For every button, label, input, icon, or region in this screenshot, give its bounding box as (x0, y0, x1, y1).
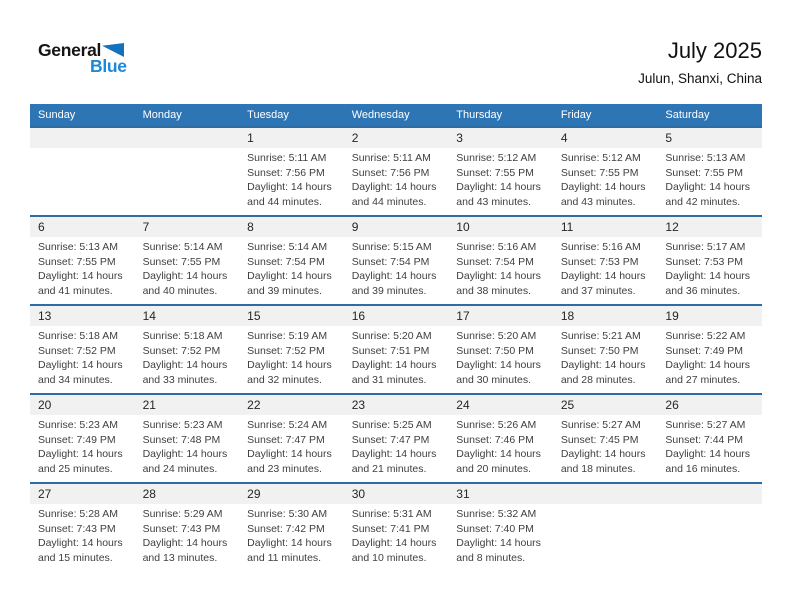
sunrise-text: Sunrise: 5:23 AM (142, 419, 223, 431)
sunset-text: Sunset: 7:47 PM (247, 433, 325, 446)
daylight-text-1: Daylight: 14 hours (351, 537, 437, 550)
sunrise-text: Sunrise: 5:12 AM (456, 152, 537, 164)
weekday-header-cell: Saturday (665, 109, 710, 121)
daylight-text-1: Daylight: 14 hours (456, 537, 541, 550)
day-cell (657, 395, 762, 482)
day-details (448, 326, 553, 387)
daylight-text-2: and 34 minutes. (38, 373, 113, 386)
sunset-text: Sunset: 7:54 PM (351, 255, 430, 268)
day-number: 31 (448, 484, 553, 504)
calendar-weeks (30, 126, 762, 571)
day-details (30, 237, 135, 298)
day-number: 19 (657, 306, 762, 326)
day-details (239, 504, 344, 565)
day-cell (448, 217, 553, 304)
sunrise-text: Sunrise: 5:32 AM (456, 508, 537, 520)
day-number: 30 (344, 484, 449, 504)
daylight-text-2: and 40 minutes. (142, 284, 218, 297)
day-cell (135, 217, 240, 304)
day-details (344, 415, 449, 476)
day-details (135, 237, 240, 298)
day-number: 14 (135, 306, 240, 326)
sunset-text: Sunset: 7:49 PM (38, 433, 116, 446)
day-number: 16 (344, 306, 449, 326)
day-details (30, 504, 135, 565)
day-number: 26 (657, 395, 762, 415)
day-number: 25 (553, 395, 658, 415)
daylight-text-1: Daylight: 14 hours (560, 448, 646, 461)
day-cell (30, 306, 135, 393)
sunset-text: Sunset: 7:47 PM (351, 433, 430, 446)
day-number: 23 (344, 395, 449, 415)
daylight-text-2: and 33 minutes. (142, 373, 218, 386)
day-number: 13 (30, 306, 135, 326)
daylight-text-2: and 18 minutes. (560, 462, 636, 475)
sunset-text: Sunset: 7:43 PM (142, 522, 221, 535)
day-cell (448, 306, 553, 393)
daylight-text-1: Daylight: 14 hours (456, 270, 541, 283)
daylight-text-1: Daylight: 14 hours (665, 181, 751, 194)
day-cell (344, 395, 449, 482)
day-cell (135, 395, 240, 482)
day-number: 17 (448, 306, 553, 326)
day-details (239, 237, 344, 298)
day-details (553, 148, 658, 209)
day-details (553, 326, 658, 387)
daylight-text-1: Daylight: 14 hours (142, 359, 228, 372)
daylight-text-1: Daylight: 14 hours (665, 359, 751, 372)
logo-text-general: General (38, 40, 102, 60)
day-number: 1 (239, 128, 344, 148)
daylight-text-2: and 10 minutes. (351, 551, 427, 564)
daylight-text-1: Daylight: 14 hours (456, 359, 541, 372)
sunrise-text: Sunrise: 5:13 AM (38, 241, 118, 253)
sunset-text: Sunset: 7:40 PM (456, 522, 534, 535)
sunset-text: Sunset: 7:56 PM (247, 166, 325, 179)
day-cell (448, 128, 553, 215)
sunset-text: Sunset: 7:55 PM (456, 166, 534, 179)
daylight-text-1: Daylight: 14 hours (560, 359, 646, 372)
day-details (239, 326, 344, 387)
week-row (30, 215, 762, 304)
weekday-header-cell: Friday (560, 109, 592, 121)
sunrise-text: Sunrise: 5:14 AM (247, 241, 328, 253)
daylight-text-2: and 21 minutes. (351, 462, 427, 475)
daylight-text-2: and 38 minutes. (456, 284, 531, 297)
day-cell (135, 306, 240, 393)
week-row (30, 482, 762, 571)
daylight-text-2: and 37 minutes. (560, 284, 636, 297)
daylight-text-2: and 11 minutes. (247, 551, 322, 564)
day-cell (553, 395, 658, 482)
day-number: 10 (448, 217, 553, 237)
daylight-text-2: and 27 minutes. (665, 373, 741, 386)
month-title: July 2025 (667, 38, 762, 63)
weekday-header-row (30, 104, 762, 126)
day-cell (657, 128, 762, 215)
day-number: 15 (239, 306, 344, 326)
day-details (553, 237, 658, 298)
daylight-text-2: and 20 minutes. (456, 462, 531, 475)
daylight-text-2: and 36 minutes. (665, 284, 741, 297)
day-number: 11 (553, 217, 658, 237)
calendar-grid (30, 104, 762, 571)
day-cell (344, 217, 449, 304)
day-number: 2 (344, 128, 449, 148)
daylight-text-2: and 39 minutes. (351, 284, 427, 297)
sunset-text: Sunset: 7:53 PM (665, 255, 744, 268)
sunset-text: Sunset: 7:52 PM (247, 344, 325, 357)
sunrise-text: Sunrise: 5:17 AM (665, 241, 746, 253)
daylight-text-2: and 15 minutes. (38, 551, 113, 564)
day-details (135, 415, 240, 476)
sunrise-text: Sunrise: 5:16 AM (560, 241, 641, 253)
day-details (344, 504, 449, 565)
sunset-text: Sunset: 7:55 PM (665, 166, 744, 179)
day-number: 24 (448, 395, 553, 415)
daylight-text-2: and 28 minutes. (560, 373, 636, 386)
sunrise-text: Sunrise: 5:22 AM (665, 330, 746, 342)
daylight-text-1: Daylight: 14 hours (247, 270, 332, 283)
logo-text-blue: Blue (90, 55, 127, 76)
sunrise-text: Sunrise: 5:18 AM (142, 330, 223, 342)
weekday-header-cell: Monday (142, 109, 182, 121)
day-cell-empty (30, 128, 135, 215)
sunrise-text: Sunrise: 5:21 AM (560, 330, 641, 342)
daylight-text-1: Daylight: 14 hours (247, 181, 332, 194)
day-number: 21 (135, 395, 240, 415)
day-number: 12 (657, 217, 762, 237)
daylight-text-2: and 32 minutes. (247, 373, 322, 386)
day-cell (657, 217, 762, 304)
weekday-header-cell: Sunday (38, 109, 76, 121)
day-cell-empty (553, 484, 658, 571)
day-cell (135, 484, 240, 571)
sunrise-text: Sunrise: 5:24 AM (247, 419, 328, 431)
daylight-text-1: Daylight: 14 hours (560, 181, 646, 194)
day-number: 4 (553, 128, 658, 148)
day-details (448, 237, 553, 298)
sunrise-text: Sunrise: 5:20 AM (351, 330, 432, 342)
day-details (657, 148, 762, 209)
daylight-text-2: and 30 minutes. (456, 373, 531, 386)
day-cell-empty (657, 484, 762, 571)
sunrise-text: Sunrise: 5:11 AM (247, 152, 327, 164)
week-row (30, 126, 762, 215)
sunrise-text: Sunrise: 5:25 AM (351, 419, 432, 431)
sunset-text: Sunset: 7:56 PM (351, 166, 430, 179)
daylight-text-2: and 25 minutes. (38, 462, 113, 475)
day-details (657, 415, 762, 476)
sunrise-text: Sunrise: 5:30 AM (247, 508, 328, 520)
header-titles (638, 38, 762, 86)
day-cell (553, 217, 658, 304)
day-cell (239, 395, 344, 482)
day-cell (239, 217, 344, 304)
day-cell (239, 306, 344, 393)
day-number (553, 484, 658, 504)
day-details (239, 148, 344, 209)
day-cell (344, 484, 449, 571)
daylight-text-2: and 8 minutes. (456, 551, 526, 564)
day-details (239, 415, 344, 476)
day-cell (30, 395, 135, 482)
daylight-text-1: Daylight: 14 hours (351, 359, 437, 372)
daylight-text-1: Daylight: 14 hours (38, 537, 123, 550)
daylight-text-1: Daylight: 14 hours (247, 448, 332, 461)
daylight-text-2: and 41 minutes. (38, 284, 113, 297)
sunrise-text: Sunrise: 5:16 AM (456, 241, 537, 253)
day-number: 8 (239, 217, 344, 237)
daylight-text-2: and 43 minutes. (560, 195, 636, 208)
weekday-header-cell: Wednesday (351, 109, 410, 121)
day-cell (239, 484, 344, 571)
day-cell (344, 306, 449, 393)
day-details (30, 415, 135, 476)
day-cell (553, 306, 658, 393)
sunset-text: Sunset: 7:41 PM (351, 522, 430, 535)
daylight-text-1: Daylight: 14 hours (351, 270, 437, 283)
sunset-text: Sunset: 7:53 PM (560, 255, 639, 268)
day-details (553, 415, 658, 476)
daylight-text-1: Daylight: 14 hours (247, 537, 332, 550)
daylight-text-2: and 24 minutes. (142, 462, 218, 475)
day-cell (30, 484, 135, 571)
day-number (30, 128, 135, 148)
sunset-text: Sunset: 7:54 PM (247, 255, 325, 268)
daylight-text-1: Daylight: 14 hours (456, 448, 541, 461)
day-details (448, 415, 553, 476)
day-number (135, 128, 240, 148)
day-cell (448, 395, 553, 482)
day-cell (30, 217, 135, 304)
day-number: 27 (30, 484, 135, 504)
sunrise-text: Sunrise: 5:15 AM (351, 241, 432, 253)
daylight-text-2: and 31 minutes. (351, 373, 427, 386)
day-number: 7 (135, 217, 240, 237)
sunset-text: Sunset: 7:51 PM (351, 344, 430, 357)
sunset-text: Sunset: 7:48 PM (142, 433, 221, 446)
day-cell (239, 128, 344, 215)
sunrise-text: Sunrise: 5:28 AM (38, 508, 118, 520)
sunrise-text: Sunrise: 5:12 AM (560, 152, 641, 164)
sunrise-text: Sunrise: 5:29 AM (142, 508, 223, 520)
general-blue-logo (38, 42, 127, 75)
sunset-text: Sunset: 7:52 PM (142, 344, 221, 357)
sunrise-text: Sunrise: 5:14 AM (142, 241, 223, 253)
sunset-text: Sunset: 7:52 PM (38, 344, 116, 357)
daylight-text-1: Daylight: 14 hours (38, 359, 123, 372)
daylight-text-2: and 43 minutes. (456, 195, 531, 208)
day-details (344, 237, 449, 298)
day-details (135, 326, 240, 387)
daylight-text-1: Daylight: 14 hours (38, 270, 123, 283)
day-cell-empty (135, 128, 240, 215)
daylight-text-1: Daylight: 14 hours (142, 537, 228, 550)
daylight-text-2: and 44 minutes. (247, 195, 322, 208)
daylight-text-1: Daylight: 14 hours (665, 448, 751, 461)
daylight-text-1: Daylight: 14 hours (351, 181, 437, 194)
sunrise-text: Sunrise: 5:20 AM (456, 330, 537, 342)
day-details (657, 326, 762, 387)
day-details (657, 237, 762, 298)
sunset-text: Sunset: 7:55 PM (142, 255, 221, 268)
logo-triangle-icon (102, 43, 124, 57)
day-number: 5 (657, 128, 762, 148)
daylight-text-2: and 16 minutes. (665, 462, 741, 475)
day-number: 22 (239, 395, 344, 415)
location-subtitle: Julun, Shanxi, China (638, 71, 762, 86)
daylight-text-1: Daylight: 14 hours (665, 270, 751, 283)
weekday-header-cell: Thursday (456, 109, 503, 121)
day-details (135, 504, 240, 565)
sunset-text: Sunset: 7:55 PM (560, 166, 639, 179)
day-number: 3 (448, 128, 553, 148)
week-row (30, 304, 762, 393)
sunset-text: Sunset: 7:42 PM (247, 522, 325, 535)
daylight-text-1: Daylight: 14 hours (142, 270, 228, 283)
day-number (657, 484, 762, 504)
daylight-text-2: and 23 minutes. (247, 462, 322, 475)
sunset-text: Sunset: 7:43 PM (38, 522, 116, 535)
sunrise-text: Sunrise: 5:19 AM (247, 330, 328, 342)
day-number: 9 (344, 217, 449, 237)
day-details (448, 504, 553, 565)
day-details (344, 326, 449, 387)
day-cell (448, 484, 553, 571)
day-number: 29 (239, 484, 344, 504)
day-details (344, 148, 449, 209)
sunrise-text: Sunrise: 5:11 AM (351, 152, 431, 164)
day-cell (657, 306, 762, 393)
sunrise-text: Sunrise: 5:31 AM (351, 508, 432, 520)
sunrise-text: Sunrise: 5:18 AM (38, 330, 118, 342)
sunset-text: Sunset: 7:54 PM (456, 255, 534, 268)
day-number: 20 (30, 395, 135, 415)
day-details (448, 148, 553, 209)
day-details (30, 326, 135, 387)
daylight-text-1: Daylight: 14 hours (247, 359, 332, 372)
day-number: 18 (553, 306, 658, 326)
daylight-text-1: Daylight: 14 hours (351, 448, 437, 461)
weekday-header-cell: Tuesday (247, 109, 289, 121)
sunrise-text: Sunrise: 5:27 AM (560, 419, 641, 431)
daylight-text-1: Daylight: 14 hours (142, 448, 228, 461)
daylight-text-2: and 39 minutes. (247, 284, 322, 297)
daylight-text-1: Daylight: 14 hours (560, 270, 646, 283)
sunset-text: Sunset: 7:44 PM (665, 433, 744, 446)
sunset-text: Sunset: 7:55 PM (38, 255, 116, 268)
daylight-text-1: Daylight: 14 hours (456, 181, 541, 194)
sunrise-text: Sunrise: 5:13 AM (665, 152, 746, 164)
sunset-text: Sunset: 7:50 PM (560, 344, 639, 357)
day-number: 28 (135, 484, 240, 504)
sunset-text: Sunset: 7:45 PM (560, 433, 639, 446)
daylight-text-2: and 13 minutes. (142, 551, 218, 564)
sunrise-text: Sunrise: 5:27 AM (665, 419, 746, 431)
sunset-text: Sunset: 7:50 PM (456, 344, 534, 357)
sunset-text: Sunset: 7:49 PM (665, 344, 744, 357)
daylight-text-1: Daylight: 14 hours (38, 448, 123, 461)
week-row (30, 393, 762, 482)
sunset-text: Sunset: 7:46 PM (456, 433, 534, 446)
day-number: 6 (30, 217, 135, 237)
daylight-text-2: and 44 minutes. (351, 195, 427, 208)
daylight-text-2: and 42 minutes. (665, 195, 741, 208)
day-cell (344, 128, 449, 215)
day-cell (553, 128, 658, 215)
sunrise-text: Sunrise: 5:23 AM (38, 419, 118, 431)
sunrise-text: Sunrise: 5:26 AM (456, 419, 537, 431)
